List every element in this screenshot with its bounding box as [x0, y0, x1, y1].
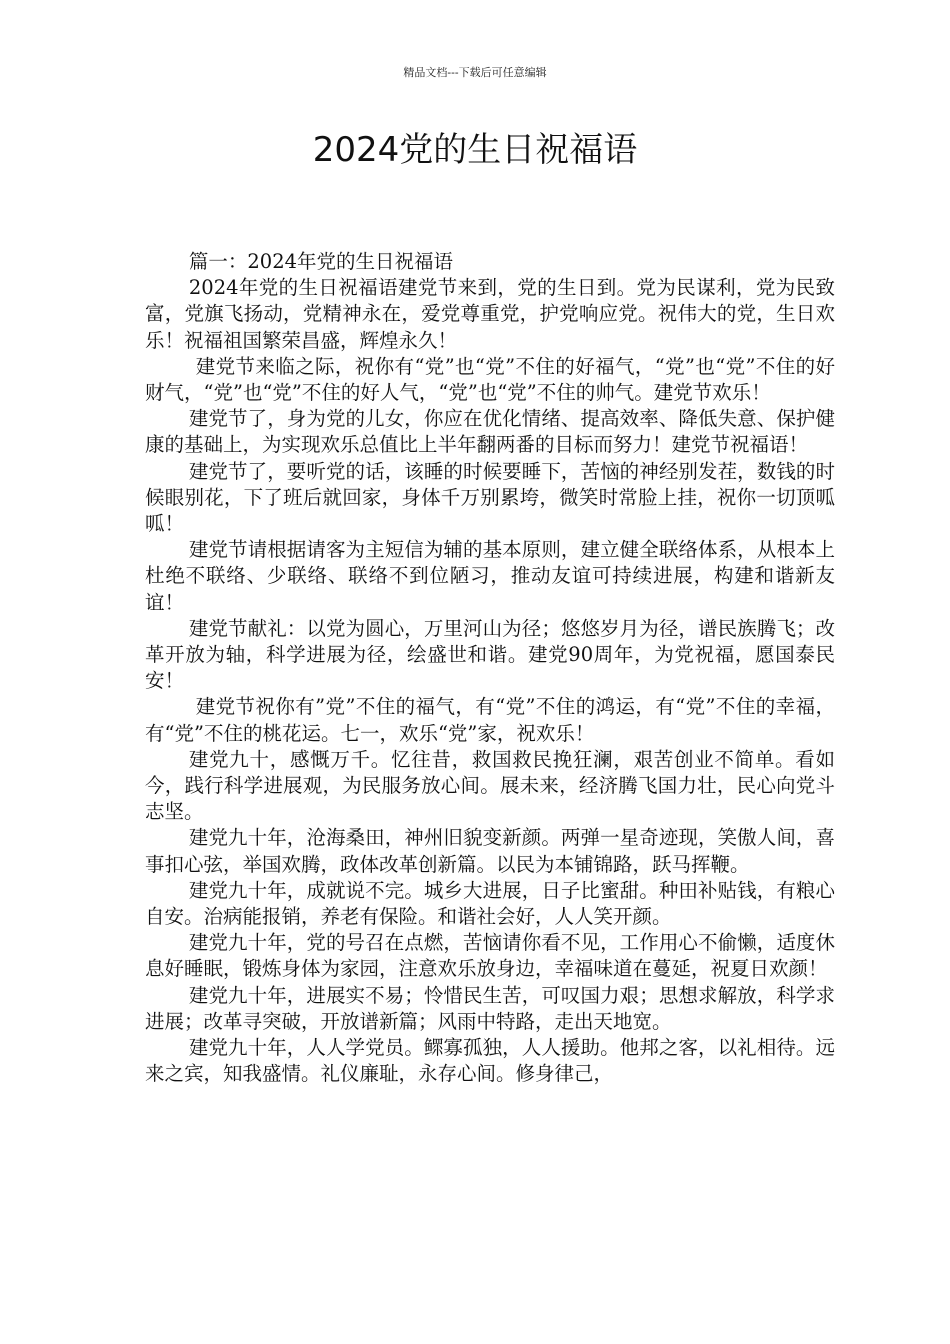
document-title: 2024党的生日祝福语 [312, 130, 638, 170]
section-heading: 篇一：2024年党的生日祝福语 [188, 250, 454, 273]
paragraph: 建党节请根据请客为主短信为辅的基本原则，建立健全联络体系，从根本上杜绝不联络、少联络、联络不到位陋习，推动友谊可持续进展，构建和谐新友谊！ [145, 538, 835, 614]
paragraph: 建党九十年，成就说不完。城乡大进展，日子比蜜甜。种田补贴钱，有粮心自安。治病能报销，养老有保险。和谐社会好，人人笑开颜。 [145, 878, 835, 929]
header-note: 精品文档---下载后可任意编辑 [403, 66, 547, 79]
paragraph: 建党九十年，人人学党员。鳏寡孤独，人人援助。他邦之客，以礼相待。远来之宾，知我盛情。礼仪廉耻，永存心间。修身律己， [145, 1036, 835, 1086]
paragraph: 建党节来临之际，祝你有“党”也“党”不住的好福气，“党”也“党”不住的好财气，“党”也“党”不住的好人气，“党”也“党”不住的帅气。建党节欢乐！ [145, 354, 835, 405]
paragraph: 2024年党的生日祝福语建党节来到，党的生日到。党为民谋利，党为民致富，党旗飞扬动，党精神永在，爱党尊重党，护党响应党。祝伟大的党，生日欢乐！祝福祖国繁荣昌盛，辉煌永久！ [145, 276, 835, 352]
paragraph: 建党节献礼：以党为圆心，万里河山为径；悠悠岁月为径，谱民族腾飞；改革开放为轴，科学进展为径，绘盛世和谐。建党90周年，为党祝福，愿国泰民安！ [145, 616, 835, 693]
document-body [145, 249, 835, 1088]
paragraph: 建党九十年，进展实不易；怜惜民生苦，可叹国力艰；思想求解放，科学求进展；改革寻突破，开放谱新篇；风雨中特路，走出天地宽。 [145, 983, 835, 1033]
paragraph: 建党节了，要听党的话，该睡的时候要睡下，苦恼的神经别发茬，数钱的时候眼别花，下了班后就回家，身体千万别累垮，微笑时常脸上挂，祝你一切顶呱呱！ [145, 459, 835, 536]
paragraph: 建党九十年，沧海桑田，神州旧貌变新颜。两弹一星奇迹现，笑傲人间，喜事扣心弦，举国欢腾，政体改革创新篇。以民为本铺锦路，跃马挥鞭。 [145, 826, 835, 876]
paragraph: 建党九十年，党的号召在点燃，苦恼请你看不见，工作用心不偷懒，适度休息好睡眠，锻炼身体为家园，注意欢乐放身边，幸福味道在蔓延，祝夏日欢颜！ [145, 931, 835, 981]
paragraph: 建党节祝你有”党”不住的福气，有“党”不住的鸿运，有“党”不住的幸福，有“党”不住的桃花运。七一，欢乐“党”家，祝欢乐！ [145, 695, 835, 745]
paragraph: 建党九十，感慨万千。忆往昔，救国救民挽狂澜，艰苦创业不简单。看如今，践行科学进展观，为民服务放心间。展未来，经济腾飞国力壮，民心向党斗志坚。 [145, 747, 835, 824]
paragraph: 建党节了，身为党的儿女，你应在优化情绪、提高效率、降低失意、保护健康的基础上，为实现欢乐总值比上半年翻两番的目标而努力！建党节祝福语！ [145, 407, 835, 457]
